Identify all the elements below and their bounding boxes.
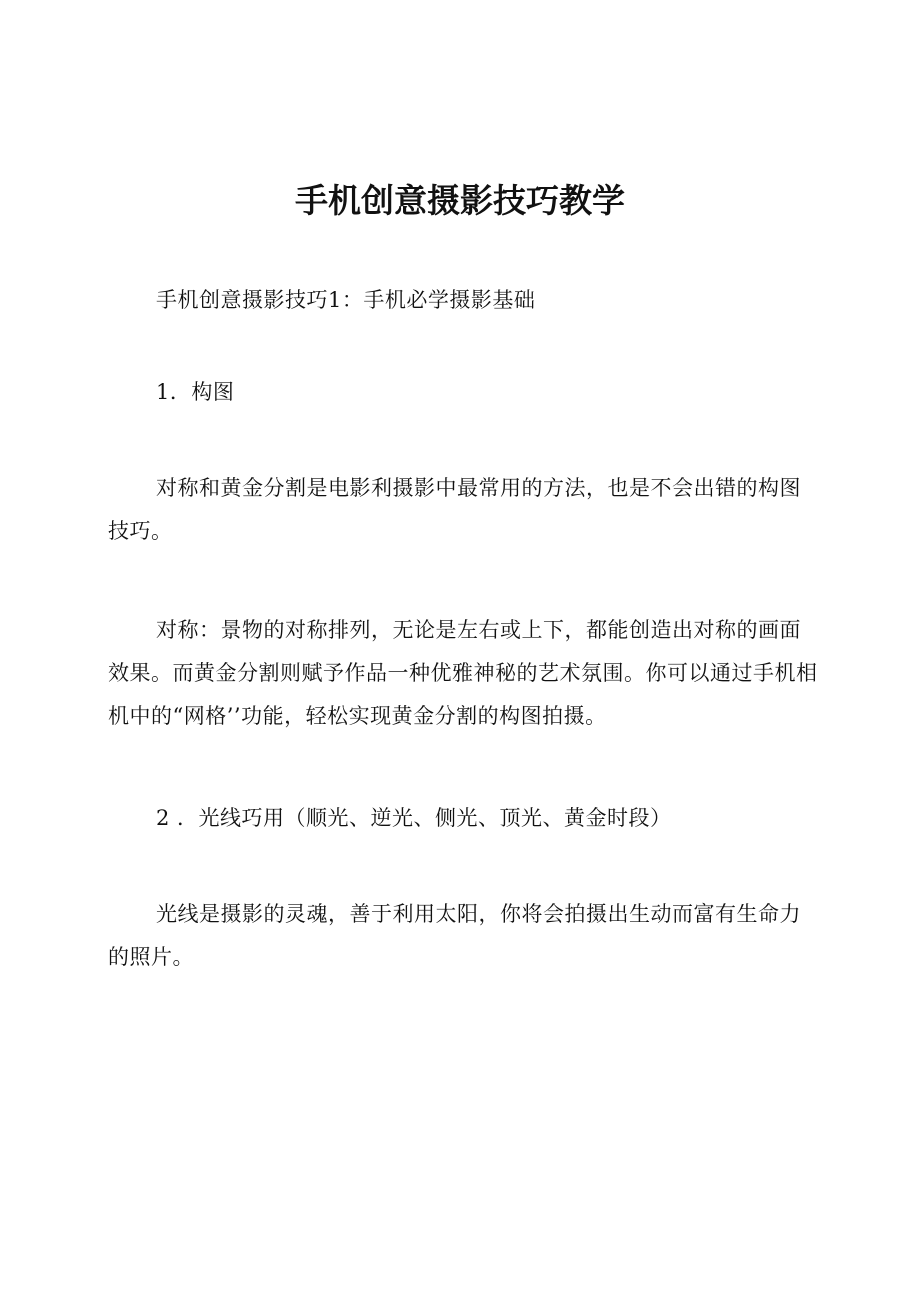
subheading-lighting: 2 ．光线巧用（顺光、逆光、侧光、顶光、黄金时段） [156, 806, 672, 830]
paragraph-lighting: 光线是摄影的灵魂，善于利用太阳，你将会拍摄出生动而富有生命力的照片。 [108, 902, 801, 969]
section-heading-tip-1: 手机创意摄影技巧1：手机必学摄影基础 [156, 288, 536, 312]
paragraph-symmetry-golden-ratio: 对称：景物的对称排列，无论是左右或上下，都能创造出对称的画面效果。而黄金分割则赋予作品一种优雅神秘的艺术氛围。你可以通过手机相机中的“网格’’功能，轻松实现黄金分割的构图拍摄。 [108, 618, 818, 728]
subheading-composition: 1．构图 [156, 380, 235, 404]
paragraph-composition-intro: 对称和黄金分割是电影利摄影中最常用的方法，也是不会出错的构图技巧。 [108, 476, 801, 543]
document-title: 手机创意摄影技巧教学 [295, 181, 625, 220]
